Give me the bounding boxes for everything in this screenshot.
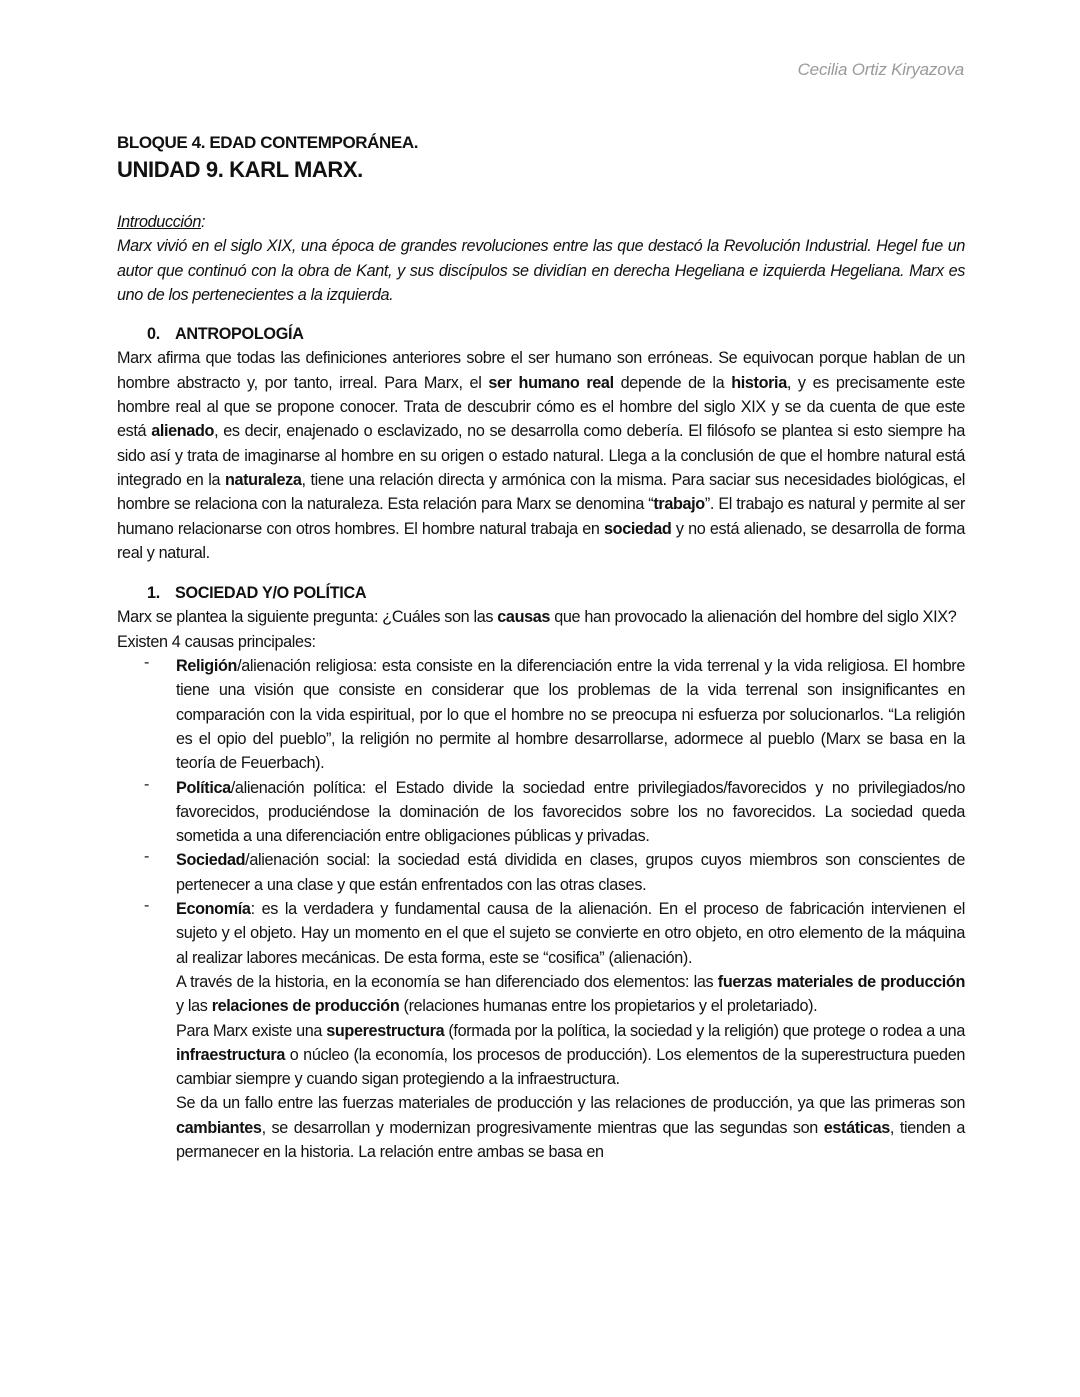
text-run: , tiene una relación directa y armónica con la misma. Para saciar sus necesidades biológicas, el hombre se relaciona con la naturaleza. Esta relación para Marx se denomina “ — [117, 470, 965, 514]
text-run: Se da un fallo entre las fuerzas materiales de producción y las relaciones de producción, ya que las primeras son — [176, 1094, 965, 1113]
text-run: /alienación religiosa: esta consiste en la diferenciación entre la vida terrenal y la vida religiosa. El hombre tiene una visión que consiste en considerar que los problemas de la vida terrenal son insignificantes en comparación con la vida espiritual, por lo que el hombre no se preocupa ni esfuerza por solucionarlos. “La religión es el opio del pueblo”, la religión no permite al hombre desarrollarse, adormece al pueblo (Marx se basa en la teoría de Feuerbach). — [176, 657, 965, 773]
bold-term: superestructura — [326, 1021, 445, 1040]
bold-term: historia — [731, 373, 787, 392]
section-number: 0. — [147, 325, 160, 344]
text-run: depende de la — [613, 373, 732, 392]
unit-title: UNIDAD 9. KARL MARX. — [117, 157, 363, 182]
text-run: /alienación social: la sociedad está dividida en clases, grupos cuyos miembros son conscientes de pertenecer a una clase y que están enfrentados con las otras clases. — [176, 851, 965, 894]
text-run: y no está alienado, se desarrolla de forma real y natural. — [117, 519, 965, 562]
bold-term: relaciones de producción — [211, 997, 400, 1016]
sociedad-question-paragraph — [117, 605, 965, 629]
cause-item-sociedad — [117, 848, 965, 897]
bold-term: Sociedad — [176, 851, 246, 870]
intro-heading-text: Introducción — [117, 213, 201, 231]
text-run: Marx se plantea la siguiente pregunta: ¿Cuáles son las — [117, 608, 498, 627]
cause-paragraph — [176, 776, 965, 849]
cause-item-religion — [117, 654, 965, 775]
economia-superestructura-paragraph — [176, 1019, 965, 1092]
text-run: A través de la historia, en la economía se han diferenciado dos elementos: las — [176, 972, 718, 991]
text-run: , tienden a permanecer en la historia. La relación entre ambas se basa en — [176, 1118, 965, 1161]
text-run: , y es precisamente este hombre real al que se propone conocer. Trata de descubrir cómo es el hombre del siglo XIX y se da cuenta de que este está — [117, 373, 965, 441]
cause-paragraph — [176, 654, 965, 775]
section-title-text: SOCIEDAD Y/O POLÍTICA — [175, 584, 367, 603]
text-run: /alienación política: el Estado divide la sociedad entre privilegiados/favorecidos y no privilegiados/no favorecidos, produciéndose la dominación de los favorecidos sobre los no favorecidos. La sociedad queda sometida a una diferenciación entre obligaciones públicas y privadas. — [176, 778, 965, 846]
antropologia-paragraph — [117, 346, 965, 565]
bold-term: alienado — [151, 422, 215, 441]
text-run: Marx afirma que todas las definiciones anteriores sobre el ser humano son erróneas. Se equivocan porque hablan de un hombre abstracto y, por tanto, irreal. Para Marx, el — [117, 349, 965, 392]
intro-paragraph: Marx vivió en el siglo XIX, una época de grandes revoluciones entre las que destacó la Revolución Industrial. Hegel fue un autor que continuó con la obra de Kant, y sus discípulos se dividían en derecha Hegeliana e izquierda Hegeliana. Marx es uno de los pertenecientes a la izquierda. — [117, 237, 965, 304]
bold-term: Economía — [176, 900, 251, 919]
text-run: y las — [176, 997, 212, 1016]
cause-paragraph — [176, 848, 965, 897]
bullet-dash: - — [144, 897, 150, 915]
section-title-sociedad-politica — [117, 581, 965, 605]
bold-term: ser humano real — [488, 373, 614, 392]
text-run: (formada por la política, la sociedad y la religión) que protege o rodea a una — [444, 1021, 965, 1040]
economia-fallo-paragraph — [176, 1091, 965, 1164]
causes-list — [117, 654, 965, 1164]
causes-lead: Existen 4 causas principales: — [117, 632, 316, 651]
section-number: 1. — [147, 584, 160, 603]
section-title-antropologia — [117, 322, 965, 346]
bold-term: trabajo — [653, 495, 705, 514]
text-run: , se desarrollan y modernizan progresivamente mientras que las segundas son — [261, 1118, 824, 1137]
block-title: BLOQUE 4. EDAD CONTEMPORÁNEA. — [117, 133, 419, 152]
bold-term: fuerzas materiales de producción — [717, 972, 965, 991]
bold-term: infraestructura — [176, 1045, 285, 1064]
bullet-dash: - — [144, 654, 150, 672]
bold-term: sociedad — [604, 519, 672, 538]
text-run: o núcleo (la economía, los procesos de producción). Los elementos de la superestructura pueden cambiar siempre y cuando sigan protegiendo a la infraestructura. — [176, 1045, 965, 1089]
text-run: ”. El trabajo es natural y permite al ser humano relacionarse con otros hombres. El hombre natural trabaja en — [117, 495, 965, 538]
cause-paragraph — [176, 897, 965, 970]
text-run: (relaciones humanas entre los propietarios y el proletariado). — [399, 997, 818, 1016]
bold-term: Religión — [176, 657, 238, 676]
cause-item-economia — [117, 897, 965, 1164]
intro-heading-colon: : — [201, 213, 206, 231]
intro-heading — [117, 210, 965, 234]
text-run: que han provocado la alienación del hombre del siglo XIX? — [550, 608, 957, 627]
economia-fuerzas-paragraph — [176, 970, 965, 1019]
text-run: , es decir, enajenado o esclavizado, no se desarrolla como debería. El filósofo se plantea si esto siempre ha sido así y trata de imaginarse al hombre en su origen o estado natural. Llega a la conclusión de que el hombre natural está integrado en la — [117, 422, 965, 489]
header-author: Cecilia Ortiz Kiryazova — [797, 60, 964, 79]
bold-term: naturaleza — [224, 470, 302, 489]
section-title-text: ANTROPOLOGÍA — [175, 325, 304, 344]
text-run: : es la verdadera y fundamental causa de la alienación. En el proceso de fabricación intervienen el sujeto y el objeto. Hay un momento en el que el sujeto se convierte en otro objeto, en otro elemento de la máquina al realizar labores mecánicas. De esta forma, este se “cosifica” (alienación). — [176, 900, 965, 967]
bullet-dash: - — [144, 848, 150, 866]
document-content — [117, 131, 965, 1164]
cause-item-politica — [117, 776, 965, 849]
bold-term: cambiantes — [176, 1118, 262, 1137]
bold-term: estáticas — [823, 1118, 890, 1137]
bullet-dash: - — [144, 775, 150, 793]
text-run: Para Marx existe una — [176, 1021, 327, 1040]
bold-term: Política — [176, 778, 231, 797]
bold-term: causas — [497, 608, 551, 627]
